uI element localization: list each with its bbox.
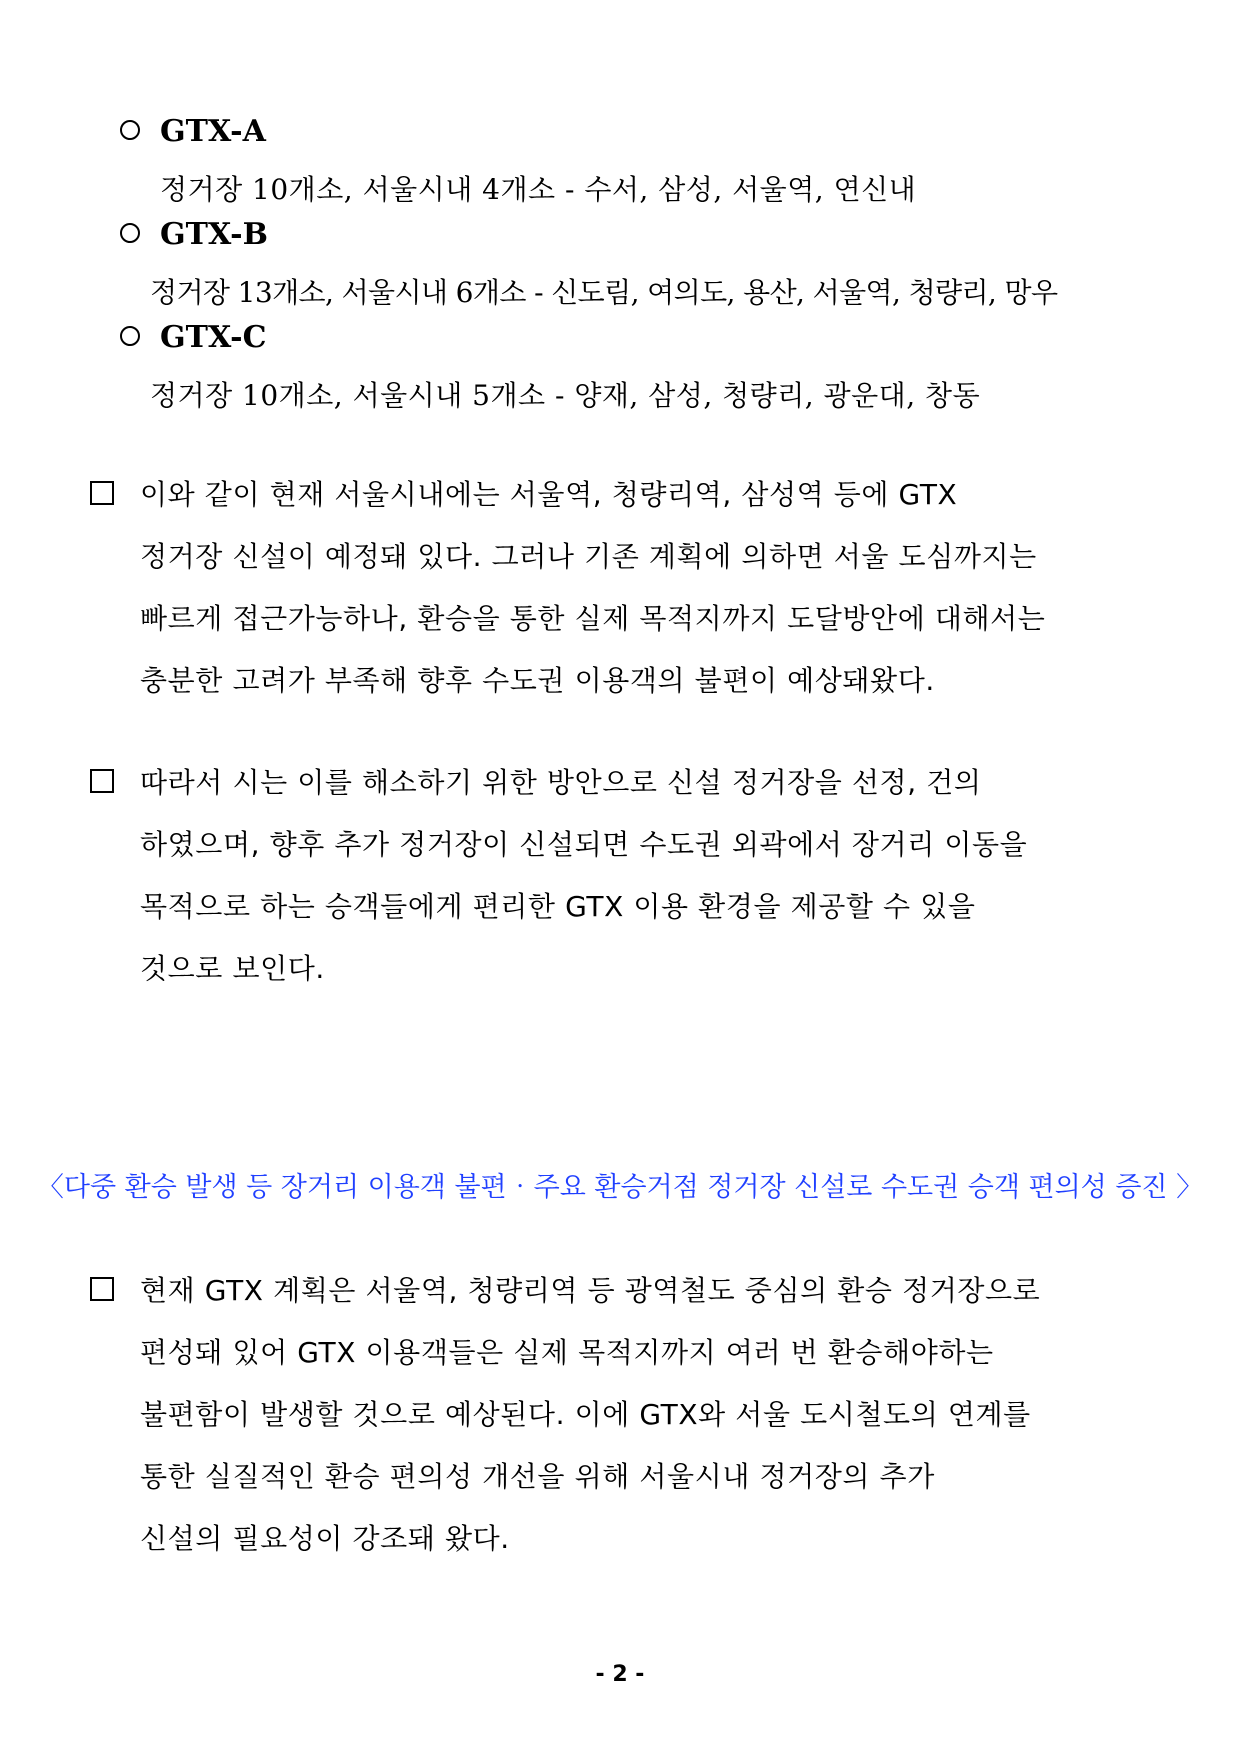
circle-bullet-icon xyxy=(120,326,140,346)
gtx-a-name: GTX-A xyxy=(160,114,266,149)
square-bullet-icon xyxy=(90,1277,114,1301)
square-bullet-icon xyxy=(90,481,114,505)
paragraph-1-line-2: 정거장 신설이 예정돼 있다. 그러나 기존 계획에 의하면 서울 도심까지는 xyxy=(140,540,1037,573)
section-heading: 〈다중 환승 발생 등 장거리 이용객 불편‧주요 환승거점 정거장 신설로 수도권 승객 편의성 증진 〉 xyxy=(36,1172,1204,1203)
gtx-b-detail: 정거장 13개소, 서울시내 6개소 - 신도림, 여의도, 용산, 서울역, 청량리, 망우 xyxy=(150,276,1058,309)
square-bullet-icon xyxy=(90,769,114,793)
gtx-c-item xyxy=(120,318,980,416)
paragraph-line xyxy=(90,464,1150,526)
paragraph-2-line-2: 하였으며, 향후 추가 정거장이 신설되면 수도권 외곽에서 장거리 이동을 xyxy=(140,828,1028,861)
paragraph-3-line-4: 통한 실질적인 환승 편의성 개선을 위해 서울시내 정거장의 추가 xyxy=(140,1460,935,1493)
paragraph-line xyxy=(90,1260,1150,1322)
paragraph-1-line-4: 충분한 고려가 부족해 향후 수도권 이용객의 불편이 예상돼왔다. xyxy=(140,664,935,697)
gtx-c-heading xyxy=(120,318,980,358)
gtx-b-item xyxy=(120,215,1057,313)
gtx-b-name: GTX-B xyxy=(160,217,268,252)
circle-bullet-icon xyxy=(120,120,140,140)
paragraph-2 xyxy=(90,752,1150,1000)
paragraph-1-line-1: 이와 같이 현재 서울시내에는 서울역, 청량리역, 삼성역 등에 GTX xyxy=(140,478,958,511)
page-number: - 2 - xyxy=(595,1662,645,1687)
circle-bullet-icon xyxy=(120,223,140,243)
gtx-a-heading xyxy=(120,112,916,152)
gtx-b-heading xyxy=(120,215,1057,255)
gtx-a-item xyxy=(120,112,916,210)
paragraph-3 xyxy=(90,1260,1150,1570)
paragraph-line xyxy=(90,752,1150,814)
gtx-c-name: GTX-C xyxy=(160,320,267,355)
paragraph-2-line-3: 목적으로 하는 승객들에게 편리한 GTX 이용 환경을 제공할 수 있을 xyxy=(140,890,976,923)
paragraph-2-line-4: 것으로 보인다. xyxy=(140,952,325,985)
paragraph-1-line-3: 빠르게 접근가능하나, 환승을 통한 실제 목적지까지 도달방안에 대해서는 xyxy=(140,602,1046,635)
paragraph-3-line-3: 불편함이 발생할 것으로 예상된다. 이에 GTX와 서울 도시철도의 연계를 xyxy=(140,1398,1031,1431)
paragraph-1 xyxy=(90,464,1150,712)
paragraph-3-line-5: 신설의 필요성이 강조돼 왔다. xyxy=(140,1522,510,1555)
gtx-c-detail: 정거장 10개소, 서울시내 5개소 - 양재, 삼성, 청량리, 광운대, 창동 xyxy=(150,379,981,412)
paragraph-3-line-2: 편성돼 있어 GTX 이용객들은 실제 목적지까지 여러 번 환승해야하는 xyxy=(140,1336,994,1369)
paragraph-2-line-1: 따라서 시는 이를 해소하기 위한 방안으로 신설 정거장을 선정, 건의 xyxy=(140,766,982,799)
paragraph-3-line-1: 현재 GTX 계획은 서울역, 청량리역 등 광역철도 중심의 환승 정거장으로 xyxy=(140,1274,1041,1307)
gtx-a-detail: 정거장 10개소, 서울시내 4개소 - 수서, 삼성, 서울역, 연신내 xyxy=(160,173,917,206)
